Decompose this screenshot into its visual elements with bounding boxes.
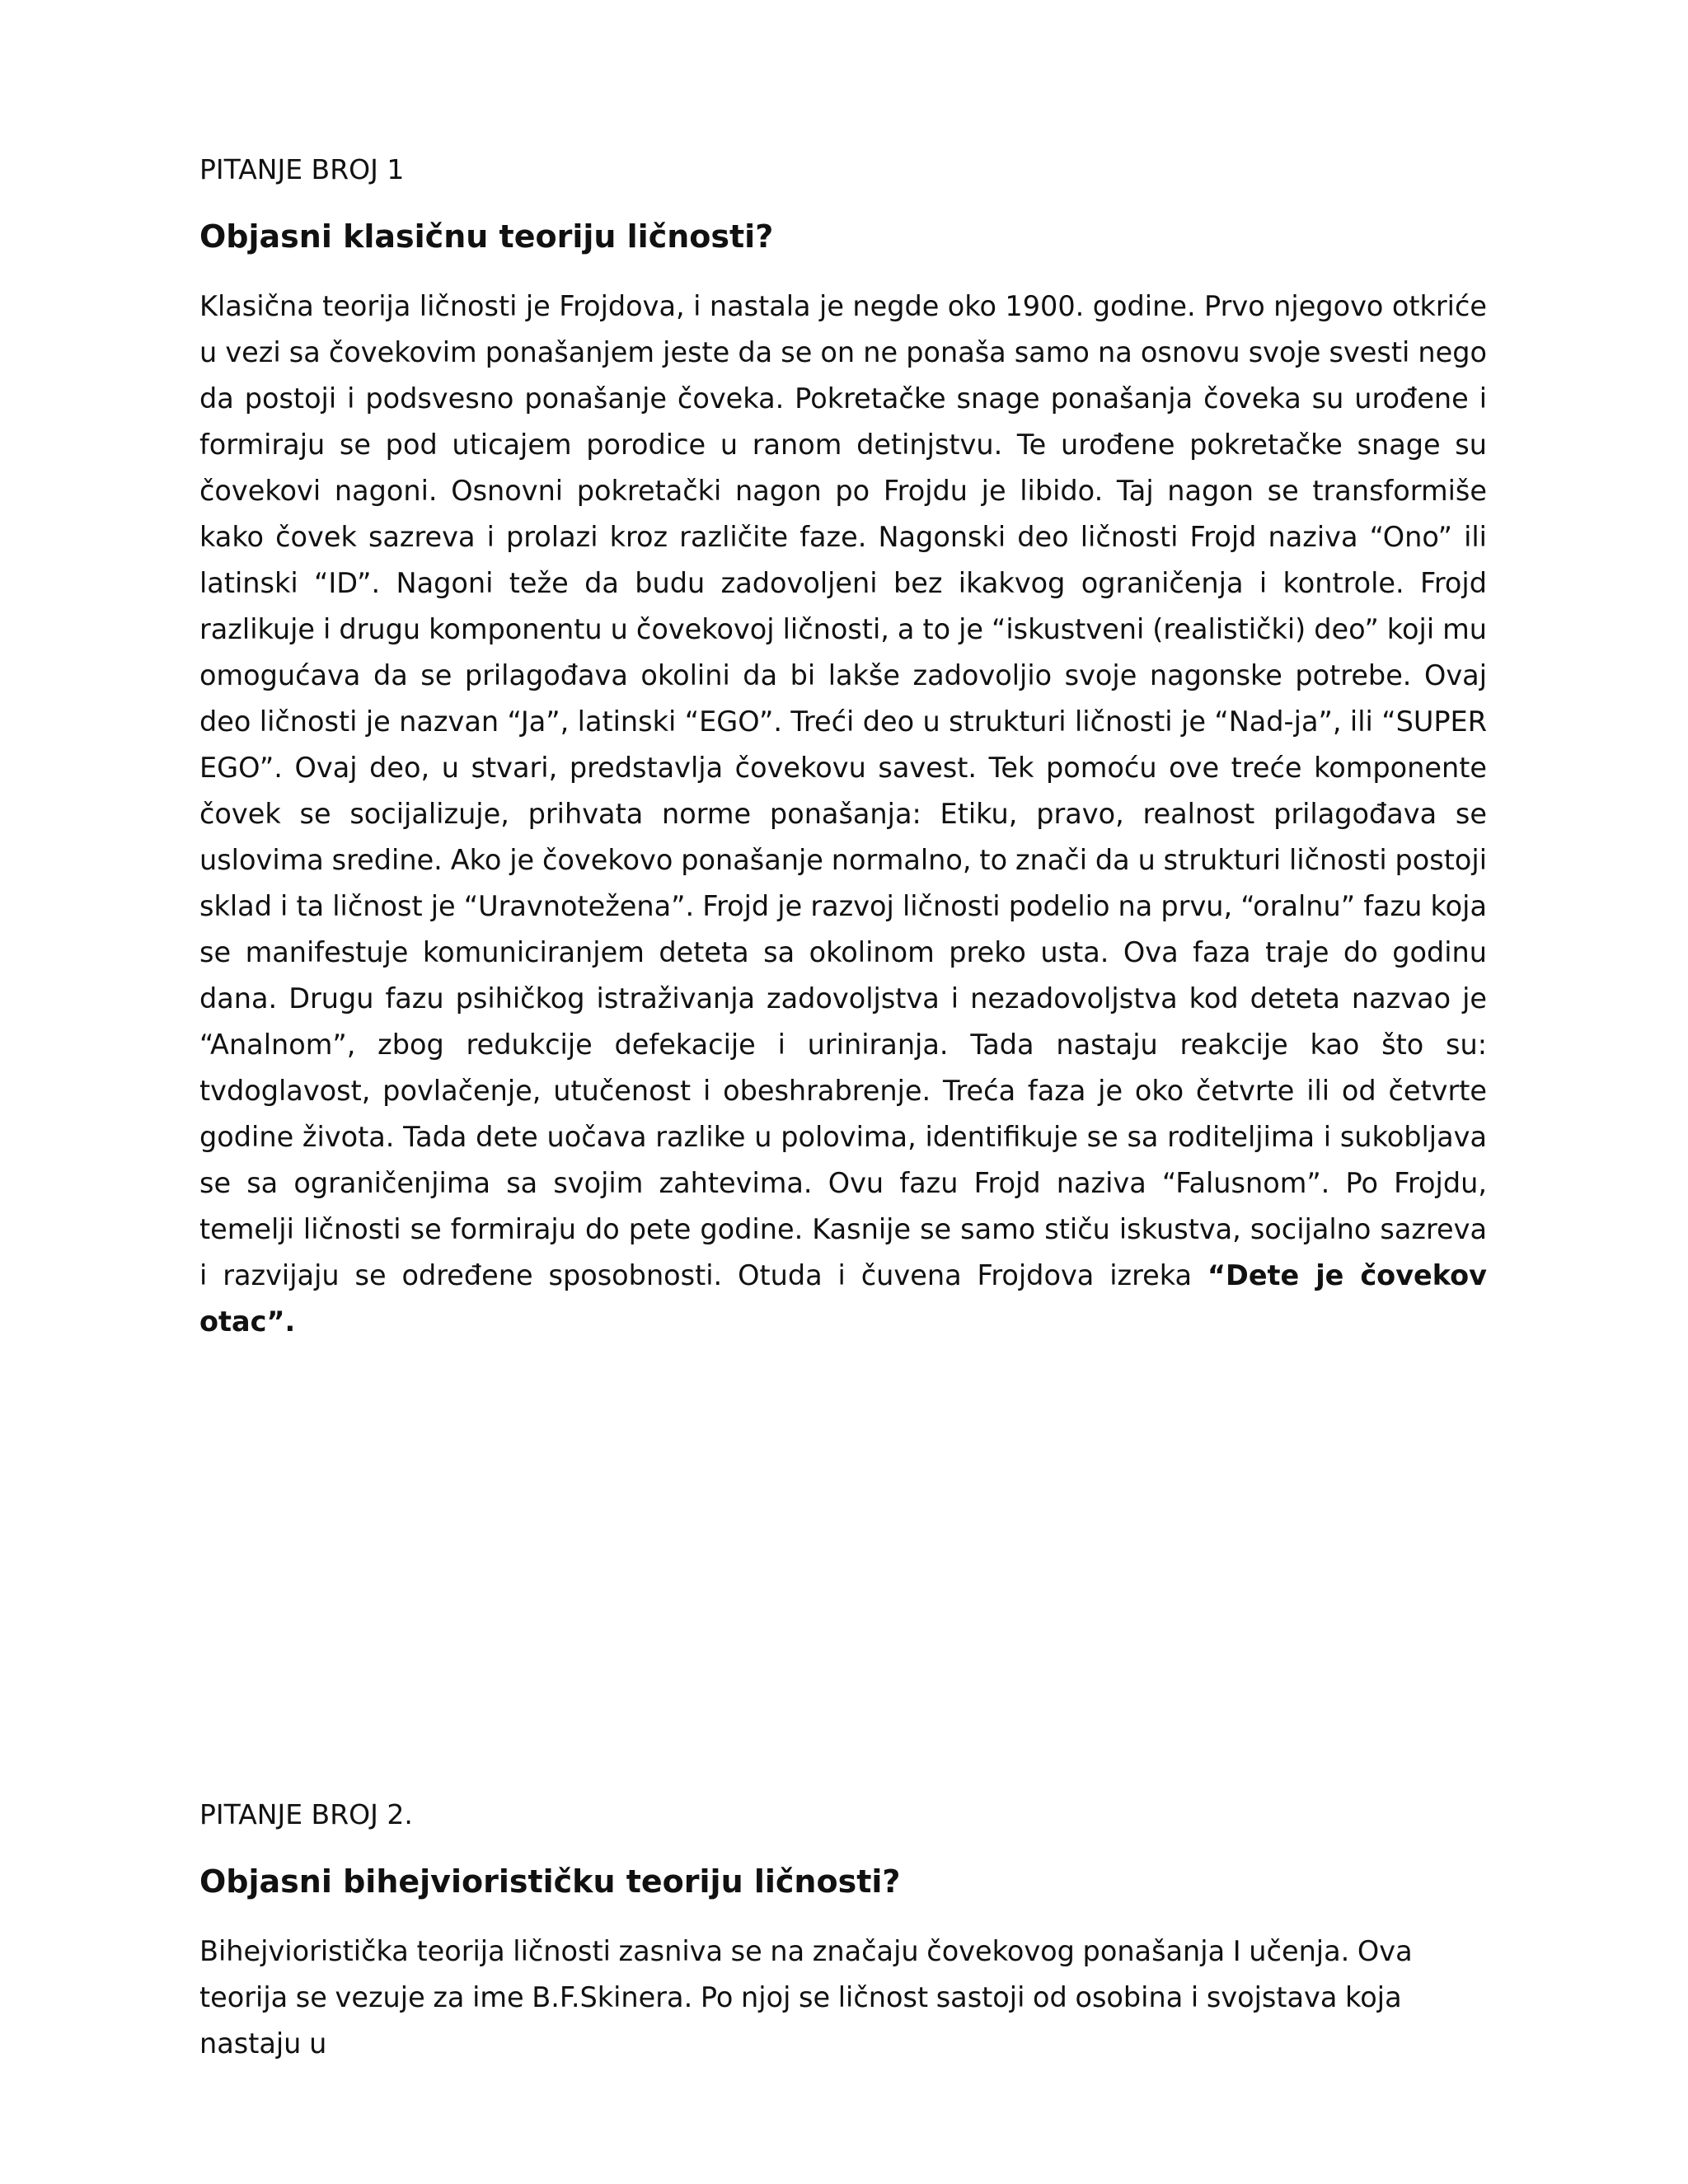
answer-text: Klasična teorija ličnosti je Frojdova, i nastala je negde oko 1900. godine. Prvo njegovo otkriće u vezi sa čovekovim ponašanjem jeste da se on ne ponaša samo na osnovu svoje svesti nego da postoji i podsvesno ponašanje čoveka. Pokretačke snage ponašanja čoveka su urođene i formiraju se pod uticajem porodice u ranom detinjstvu. Te urođene pokretačke snage su čovekovi nagoni. Osnovni pokretački nagon po Frojdu je libido. Taj nagon se transformiše kako čovek sazreva i prolazi kroz različite faze. Nagonski deo ličnosti Frojd naziva “Ono” ili latinski “ID”. Nagoni teže da budu zadovoljeni bez ikakvog ograničenja i kontrole. Frojd razlikuje i drugu komponentu u čovekovoj ličnosti, a to je “iskustveni (realistički) deo” koji mu omogućava da se prilagođava okolini da bi lakše zadovoljio svoje nagonske potrebe. Ovaj deo ličnosti je nazvan “Ja”, latinski “EGO”. Treći deo u strukturi ličnosti je “Nad-ja”, ili “SUPER EGO”. Ovaj deo, u stvari, predstavlja čovekovu savest. Tek pomoću ove treće komponente čovek se socijalizuje, prihvata norme ponašanja: Etiku, pravo, realnost prilagođava se uslovima sredine. Ako je čovekovo ponašanje normalno, to znači da u strukturi ličnosti postoji sklad i ta ličnost je “Uravnotežena”. Frojd je razvoj ličnosti podelio na prvu, “oralnu” fazu koja se manifestuje komuniciranjem deteta sa okolinom preko usta. Ova faza traje do godinu dana. Drugu fazu psihičkog istraživanja zadovoljstva i nezadovoljstva kod deteta nazvao je “Analnom”, zbog redukcije defekacije i uriniranja. Tada nastaju reakcije kao što su: tvdoglavost, povlačenje, utučenost i obeshrabrenje. Treća faza je oko četvrte ili od četvrte godine života. Tada dete uočava razlike u polovima, identifikuje se sa roditeljima i sukobljava se sa ograničenjima sa svojim zahtevima. Ovu fazu Frojd naziva “Falusnom”. Po Frojdu, temelji ličnosti se formiraju do pete godine. Kasnije se samo stiču iskustva, socijalno sazreva i razvijaju se određene sposobnosti. Otuda i čuvena Frojdova izreka — [199, 290, 1487, 1291]
answer-paragraph — [199, 1929, 1487, 2067]
question-heading: Objasni klasičnu teoriju ličnosti? — [199, 218, 774, 255]
question-number-label: PITANJE BROJ 1 — [199, 153, 405, 185]
question-section-2 — [199, 1793, 1487, 2067]
answer-text: Bihejvioristička teorija ličnosti zasniva se na značaju čovekovog ponašanja I učenja. Ova teorija se vezuje za ime B.F.Skinera. Po njoj se ličnost sastoji od osobina i svojstava koja nastaju u — [199, 1935, 1413, 2060]
question-number-label: PITANJE BROJ 2. — [199, 1798, 413, 1830]
question-section-1 — [199, 148, 1487, 1345]
answer-quote: “Dete je čovekov otac”. — [199, 1259, 1487, 1338]
question-heading: Objasni bihejviorističku teoriju ličnosti? — [199, 1863, 901, 1900]
answer-paragraph — [199, 284, 1487, 1345]
